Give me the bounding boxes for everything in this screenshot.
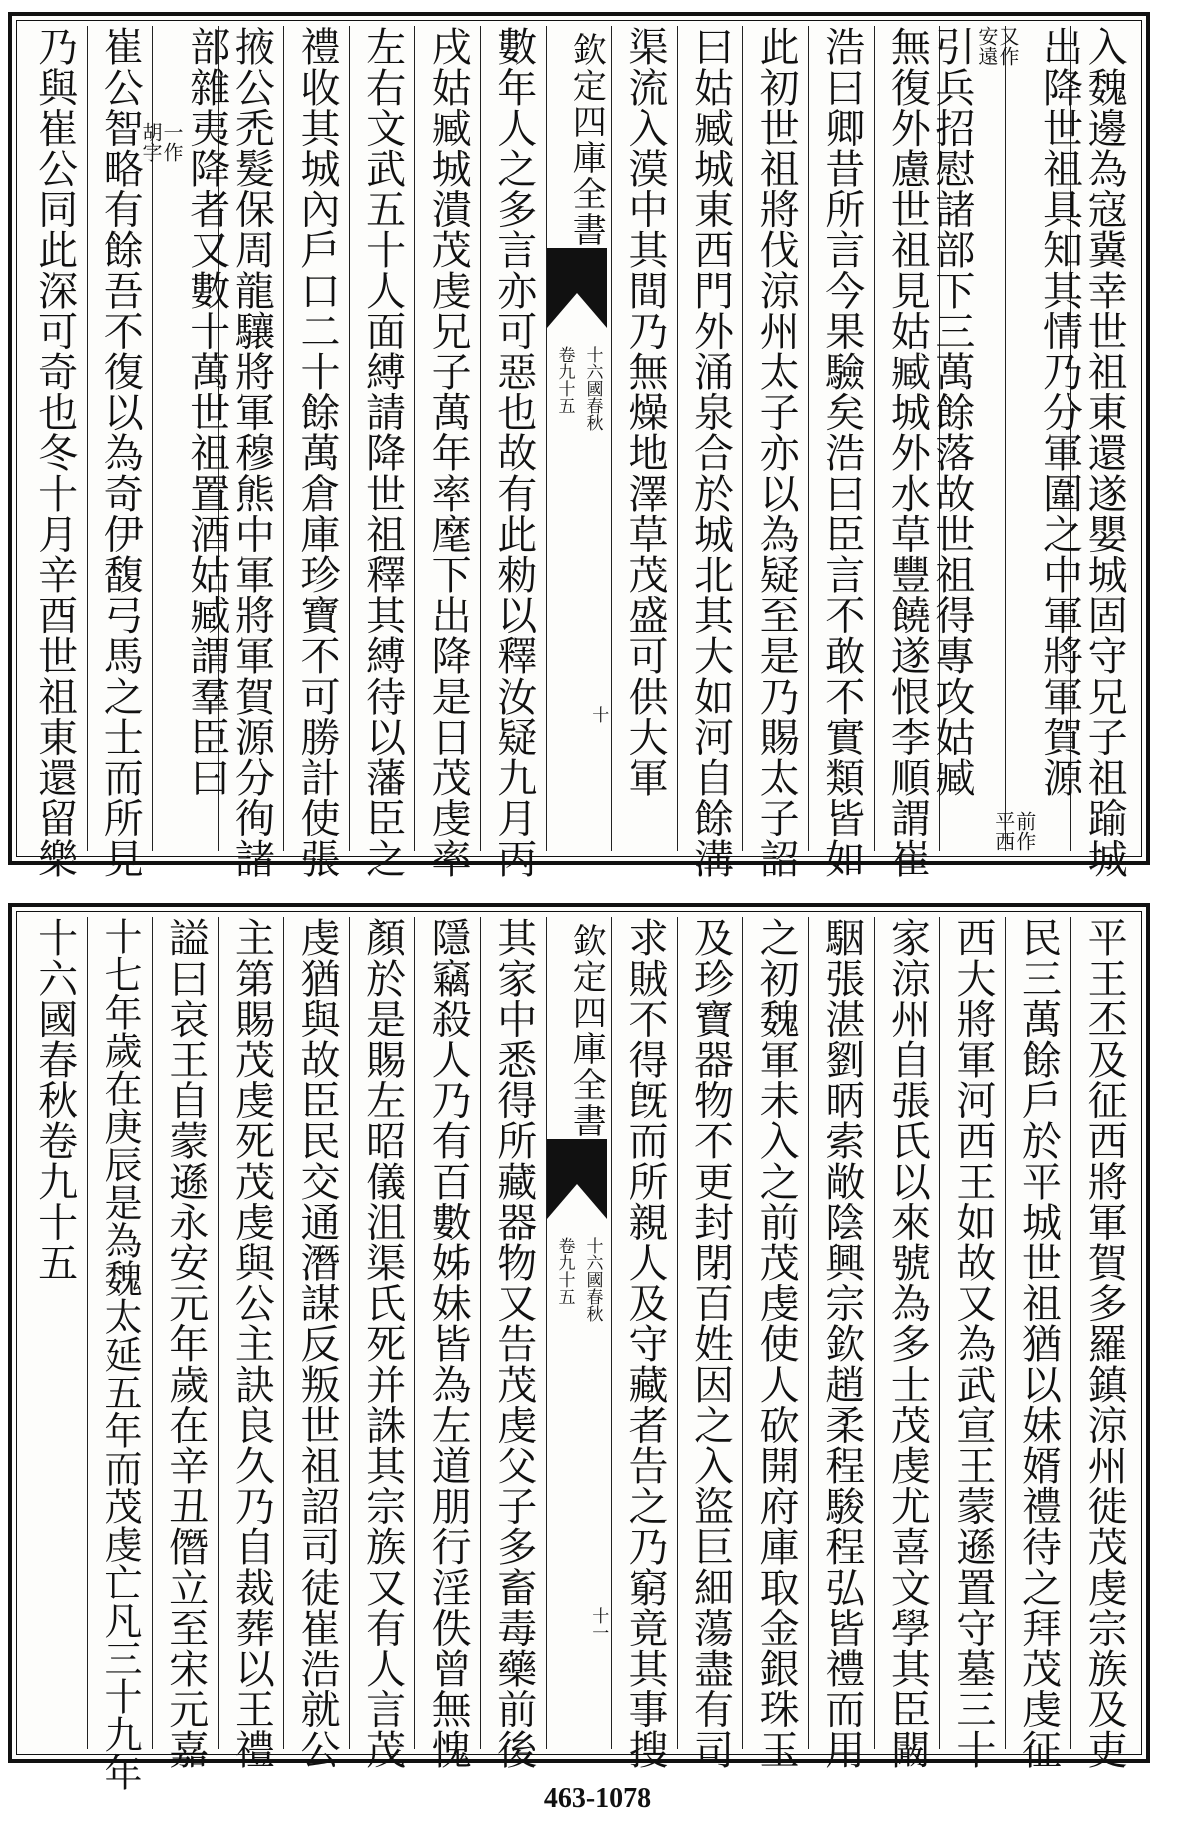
fish-tail-mark-icon xyxy=(547,248,607,328)
text-column: 戌姑臧城潰茂虔兄子萬年率麾下出降是日茂虔率 xyxy=(414,26,480,851)
text-column: 掖公禿髮保周龍驤將軍穆熊中軍將軍賀源分徇諸 xyxy=(218,26,284,851)
text-column: 浩曰卿昔所言今果驗矣浩曰臣言不敢不實類皆如 xyxy=(808,26,874,851)
text-column: 入魏邊為寇冀幸世祖東還遂嬰城固守兄子祖踰城 xyxy=(1070,26,1136,851)
page-number: 463-1078 xyxy=(543,1783,652,1814)
bottom-columns xyxy=(22,917,1136,1791)
text-column: 顏於是賜左昭儀沮渠氏死并誅其宗族又有人言茂 xyxy=(349,917,415,1749)
text-column: 此初世祖將伐涼州太子亦以為疑至是乃賜太子詔 xyxy=(742,26,808,851)
page-spine xyxy=(546,917,612,1749)
text-column: 求賊不得旣而所親人及守藏者告之乃窮竟其事搜 xyxy=(611,917,677,1749)
text-column: 無復外慮世祖見姑臧城外水草豐饒遂恨李順謂崔 xyxy=(874,26,940,851)
annotation-note: 又作 安遠 xyxy=(974,26,1020,66)
folio-number: 十一 xyxy=(588,1607,609,1641)
spine-info xyxy=(547,1237,612,1322)
folio-number: 十 xyxy=(588,706,609,723)
text-column: 之初魏軍未入之前茂虔使人砍開府庫取金銀珠玉 xyxy=(742,917,808,1749)
text-column: 出降世祖具知其情乃分軍圍之中軍將軍賀源 前作 平西 xyxy=(991,26,1083,851)
page-spine xyxy=(546,26,612,851)
spine-volume: 卷九十五 xyxy=(554,346,575,414)
text-column: 西大將軍河西王如故又為武宣王蒙遜置守墓三十 xyxy=(939,917,1005,1749)
spine-volume: 卷九十五 xyxy=(554,1237,575,1305)
text-column: 駰張湛劉昞索敞陰興宗欽趙柔程駿程弘皆禮而用 xyxy=(808,917,874,1749)
spine-info xyxy=(547,346,612,431)
text-column: 其家中悉得所藏器物又告茂虔父子多畜毒藥前後 xyxy=(480,917,546,1749)
text-column: 乃與崔公同此深可奇也冬十月辛酉世祖東還留樂 xyxy=(31,26,78,879)
text-column: 崔公智略有餘吾不復以為奇伊馥弓馬之士而所見 xyxy=(87,26,153,851)
text-column: 禮收其城內戶口二十餘萬倉庫珍寶不可勝計使張 xyxy=(283,26,349,851)
text-column: 平王丕及征西將軍賀多羅鎮涼州徙茂虔宗族及吏 xyxy=(1070,917,1136,1749)
text-column: 渠流入漠中其間乃無燥地澤草茂盛可供大軍 xyxy=(611,26,677,851)
text-column: 虔猶與故臣民交通潛謀反叛世祖詔司徒崔浩就公 xyxy=(283,917,349,1749)
top-page xyxy=(8,12,1150,879)
spine-book: 十六國春秋 xyxy=(582,346,603,431)
text-column: 數年人之多言亦可惡也故有此勑以釋汝疑九月丙 xyxy=(480,26,546,851)
text-column: 家涼州自張氏以來號為多士茂虔尤喜文學其臣闞 xyxy=(874,917,940,1749)
text-column: 左右文武五十人面縛請降世祖釋其縛待以藩臣之 xyxy=(349,26,415,851)
text-column: 隱竊殺人乃有百數姊妹皆為左道朋行淫佚曾無愧 xyxy=(414,917,480,1749)
text-column: 及珍寶器物不更封閉百姓因之入盜巨細蕩盡有司 xyxy=(677,917,743,1749)
text-column: 民三萬餘戶於平城世祖猶以妹婿禮待之拜茂虔征 xyxy=(1005,917,1071,1749)
annotation-note: 前作 平西 xyxy=(991,811,1037,851)
text-column: 曰姑臧城東西門外涌泉合於城北其大如河自餘溝 xyxy=(677,26,743,851)
spine-title: 欽定四庫全書 xyxy=(566,923,607,1139)
spine-book: 十六國春秋 xyxy=(582,1237,603,1322)
text-column: 主第賜茂虔死茂虔與公主訣良久乃自裁葬以王禮 xyxy=(218,917,284,1749)
text-column: 又作 安遠 引兵招慰諸部下三萬餘落故世祖得專攻姑臧 xyxy=(939,26,1005,851)
top-columns xyxy=(22,26,1136,879)
spine-title: 欽定四庫全書 xyxy=(566,32,607,248)
volume-end-title: 十六國春秋卷九十五 xyxy=(31,917,78,1283)
text-column: 謚曰哀王自蒙遜永安元年歲在辛丑僭立至宋元嘉 xyxy=(152,917,218,1749)
annotation-note: 一作 胡字 xyxy=(139,122,184,162)
fish-tail-mark-icon xyxy=(547,1139,607,1219)
text-column: 部雜夷降者又數十萬世祖置酒姑臧謂羣臣曰 一作 胡字 xyxy=(152,26,218,851)
bottom-page xyxy=(8,903,1150,1791)
text-column xyxy=(22,917,87,1749)
text-column: 十七年歲在庚辰是為魏太延五年而茂虔亡凡三十九年 xyxy=(87,917,153,1749)
